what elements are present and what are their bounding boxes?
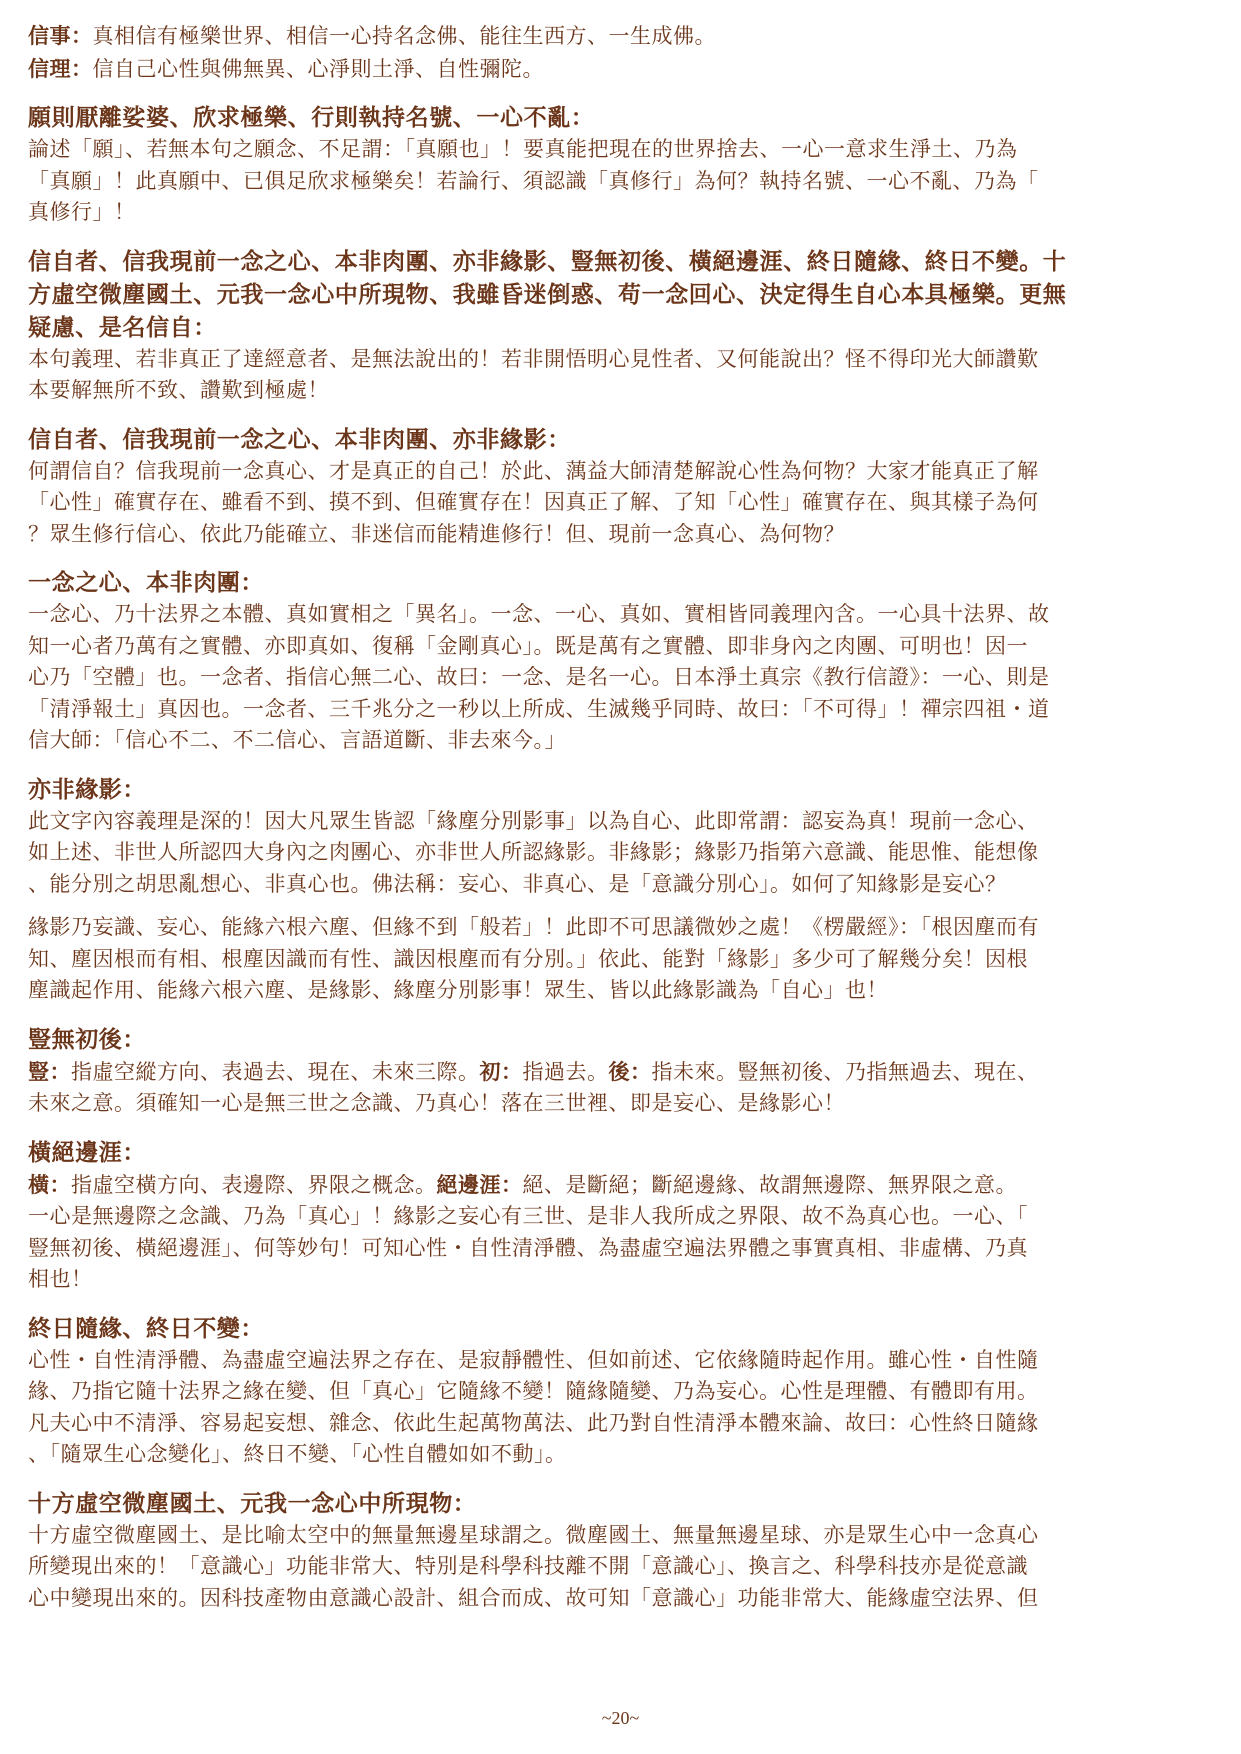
paragraph-line: 「心性」確實存在、雖看不到、摸不到、但確實存在！因真正了解、了知「心性」確實存在、與其樣子為何 [28,490,1039,514]
section-heading: 十方虛空微塵國土、元我一念心中所現物： [28,1489,477,1517]
paragraph-line: 豎：指虛空縱方向、表過去、現在、未來三際。初：指過去。後：指未來。豎無初後、乃指無過去、現在、 [28,1058,1039,1084]
term-label: 初： [479,1058,523,1084]
paragraph-line: 心中變現出來的。因科技產物由意識心設計、組合而成、故可知「意識心」功能非常大、能緣虛空法界、但 [28,1585,1039,1610]
definition-label: 信事： [28,23,93,48]
paragraph-line: 所變現出來的！「意識心」功能非常大、特別是科學科技離不開「意識心」、換言之、科學科技亦是從意識 [28,1554,1028,1578]
paragraph-line: 十方虛空微塵國土、是比喻太空中的無量無邊星球謂之。微塵國土、無量無邊星球、亦是眾生心中一念真心 [28,1522,1039,1547]
paragraph-line: 「清淨報土」真因也。一念者、三千兆分之一秒以上所成、生滅幾乎同時、故曰：「不可得」！禪宗四祖・道 [28,696,1050,721]
paragraph-line: 、能分別之胡思亂想心、非真心也。佛法稱：妄心、非真心、是「意識分別心」。如何了知緣影是妄心？ [28,871,1007,896]
page-number: ~20~ [601,1708,640,1728]
paragraph-line: 知、塵因根而有相、根塵因識而有性、識因根塵而有分別。」依此、能對「緣影」多少可了解幾分矣！因根 [28,946,1028,971]
section-heading: 亦非緣影： [28,775,146,803]
paragraph-line: 豎無初後、橫絕邊涯」、何等妙句！可知心性・自性清淨體、為盡虛空遍法界體之事實真相、非虛構、乃真 [28,1235,1028,1260]
paragraph-line: ？眾生修行信心、依此乃能確立、非迷信而能精進修行！但、現前一念真心、為何物？ [28,521,845,546]
term-label: 橫： [28,1171,71,1197]
section-heading: 終日隨緣、終日不變： [28,1314,264,1342]
definition-line: 信事：真相信有極樂世界、相信一心持名念佛、能往生西方、一生成佛。 [28,23,716,48]
paragraph-line: 心乃「空體」也。一念者、指信心無二心、故曰：一念、是名一心。日本淨土真宗《教行信證》：一心、則是 [28,665,1050,689]
term-label: 後： [608,1058,652,1084]
section-heading: 信自者、信我現前一念之心、本非肉團、亦非緣影： [28,425,571,453]
section-heading: 豎無初後： [28,1025,146,1053]
section-heading: 橫絕邊涯： [28,1138,146,1166]
paragraph-line: 橫：指虛空橫方向、表邊際、界限之概念。絕邊涯：絕、是斷絕；斷絕邊緣、故謂無邊際、無界限之意。 [28,1171,1017,1197]
paragraph-line: 論述「願」、若無本句之願念、不足謂：「真願也」！要真能把現在的世界捨去、一心一意求生淨土、乃為 [28,137,1018,161]
section-heading: 疑慮、是名信自： [28,313,217,341]
section-heading: 信自者、信我現前一念之心、本非肉團、亦非緣影、豎無初後、橫絕邊涯、終日隨緣、終日不變。十 [28,247,1067,275]
paragraph-line: 知一心者乃萬有之實體、亦即真如、復稱「金剛真心」。既是萬有之實體、即非身內之肉團、可明也！因一 [28,633,1028,658]
paragraph-line: 凡夫心中不清淨、容易起妄想、雜念、依此生起萬物萬法、此乃對自性清淨本體來論、故曰：心性終日隨緣 [28,1410,1039,1435]
definition-label: 信理： [28,55,93,81]
paragraph-line: 何謂信自？信我現前一念真心、才是真正的自己！於此、蕅益大師清楚解說心性為何物？大家才能真正了解 [28,458,1039,483]
paragraph-line: 緣、乃指它隨十法界之緣在變、但「真心」它隨緣不變！隨緣隨變、乃為妄心。心性是理體、有體即有用。 [28,1379,1039,1403]
term-label: 豎： [28,1058,71,1084]
paragraph-line: 信大師：「信心不二、不二信心、言語道斷、非去來今。」 [28,728,566,752]
paragraph-line: 心性・自性清淨體、為盡虛空遍法界之存在、是寂靜體性、但如前述、它依緣隨時起作用。雖心性・自性隨 [28,1347,1039,1372]
paragraph-line: 此文字內容義理是深的！因大凡眾生皆認「緣塵分別影事」以為自心、此即常謂：認妄為真！現前一念心、 [28,808,1039,833]
paragraph-line: 真修行」！ [28,200,136,224]
paragraph-line: 相也！ [28,1267,93,1291]
paragraph-line: 緣影乃妄識、妄心、能緣六根六塵、但緣不到「般若」！此即不可思議微妙之處！《楞嚴經》：「根因塵而有 [28,915,1039,939]
section-heading: 一念之心、本非肉團： [28,569,264,596]
paragraph-line: 、「隨眾生心念變化」、終日不變、「心性自體如如不動」。 [28,1442,567,1466]
paragraph-line: 塵識起作用、能緣六根六塵、是緣影、緣塵分別影事！眾生、皆以此緣影識為「自心」也！ [28,978,888,1002]
paragraph-line: 一念心、乃十法界之本體、真如實相之「異名」。一念、一心、真如、實相皆同義理內含。一心具十法界、故 [28,602,1050,626]
paragraph-line: 如上述、非世人所認四大身內之肉團心、亦非世人所認緣影。非緣影；緣影乃指第六意識、能思惟、能想像 [28,840,1039,864]
section-heading: 方虛空微塵國土、元我一念心中所現物、我雖昏迷倒惑、苟一念回心、決定得生自心本具極樂。更無 [28,280,1067,308]
paragraph-line: 一心是無邊際之念識、乃為「真心」！緣影之妄心有三世、是非人我所成之界限、故不為真心也。一心、「 [28,1204,1028,1228]
paragraph-line: 本要解無所不致、讚歎到極處！ [28,378,329,402]
document-body [28,20,1214,1614]
term-label: 絕邊涯： [436,1171,523,1197]
definition-line: 信理：信自己心性與佛無異、心淨則土淨、自性彌陀。 [28,55,544,81]
paragraph-line: 「真願」！此真願中、已俱足欣求極樂矣！若論行、須認識「真修行」為何？執持名號、一心不亂、乃為「 [28,168,1039,193]
paragraph-line: 本句義理、若非真正了達經意者、是無法說出的！若非開悟明心見性者、又何能說出？怪不得印光大師讚歎 [28,346,1039,371]
paragraph-line: 未來之意。須確知一心是無三世之念識、乃真心！落在三世裡、即是妄心、是緣影心！ [28,1091,845,1115]
section-heading: 願則厭離娑婆、欣求極樂、行則執持名號、一心不亂： [28,104,595,131]
